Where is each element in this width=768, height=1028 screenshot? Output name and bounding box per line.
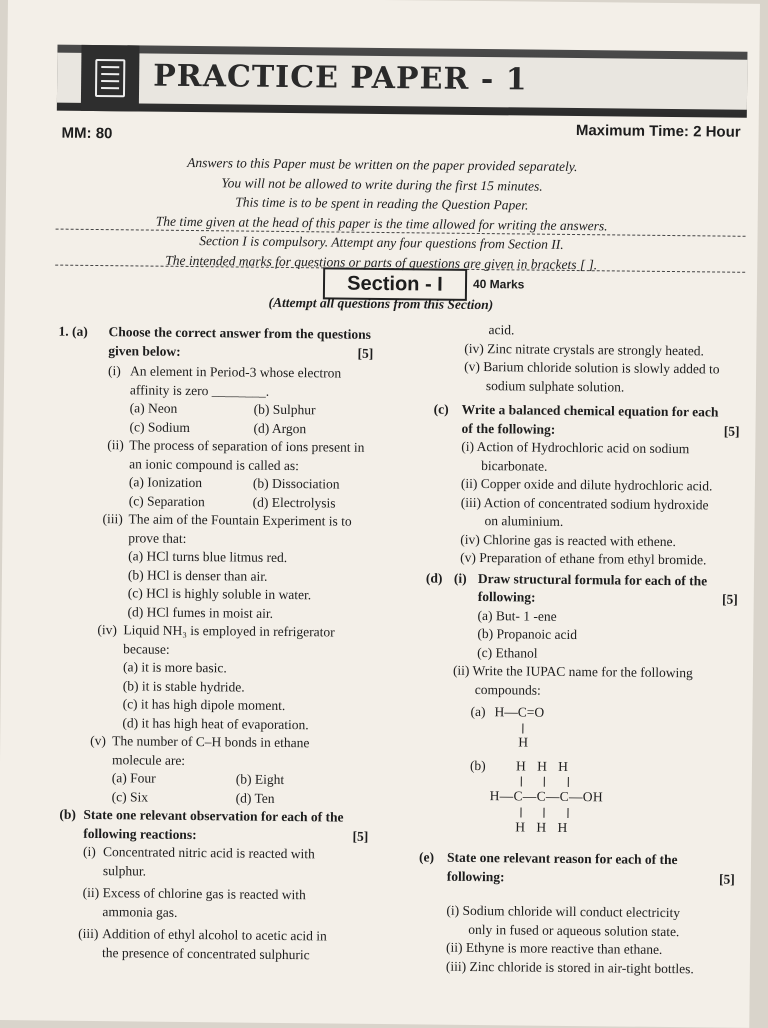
question-number: (d) (425, 569, 443, 586)
sub-text: affinity is zero ________. (129, 381, 270, 399)
option: (c) Six (111, 788, 149, 805)
option: (b) Eight (235, 771, 285, 787)
option: (a) Four (111, 770, 156, 786)
continued-text: acid. (488, 322, 515, 338)
sub-question-cont: ammonia gas. (102, 903, 178, 920)
formula-line: H H H (515, 758, 569, 774)
bond-line (567, 808, 568, 818)
marks-label: [5] (718, 871, 735, 887)
option: (d) it has high heat of evaporation. (122, 714, 309, 732)
option: (a) it is more basic. (122, 659, 227, 676)
sub-question: (b) Propanoic acid (477, 626, 578, 643)
marks-label: [5] (352, 828, 369, 844)
formula-label: (b) (469, 757, 486, 774)
question-text: given below: (108, 342, 181, 359)
sub-question: (i) Action of Hydrochloric acid on sodium (461, 438, 690, 457)
sub-text: Liquid NH₃ is employed in refrigerator (123, 622, 335, 640)
sub-label: (i) (453, 570, 467, 586)
sub-text: The process of separation of ions present in (129, 437, 365, 455)
question-text: Draw structural formula for each of the (477, 570, 708, 588)
sub-question: (iii) Action of concentrated sodium hydroxide (460, 494, 709, 512)
instruction-line: Section I is compulsory. Attempt any four questions from Section II. (199, 233, 564, 252)
question-1e-cont (419, 867, 735, 889)
option: (d) HCl fumes in moist air. (127, 603, 274, 621)
sub-question: (iv) Chlorine gas is reacted with ethene. (460, 531, 676, 549)
question-number: (c) (433, 401, 449, 417)
sub-question-cont: compounds: (474, 681, 541, 698)
sub-question: (ii) Ethyne is more reactive than ethane. (446, 939, 663, 957)
formula-line: H—C—C—C—OH (489, 788, 604, 805)
sub-question: (iii) Zinc chloride is stored in air-tight bottles. (445, 958, 694, 976)
sub-label: (ii) (82, 884, 100, 901)
section-heading: Section - I (323, 267, 467, 301)
formula-line: H (518, 734, 529, 750)
section-marks: 40 Marks (472, 276, 525, 292)
sub-question-cont: sulphur. (102, 862, 147, 879)
sub-question: (v) Barium chloride solution is slowly added to (464, 358, 720, 377)
option: (a) HCl turns blue litmus red. (128, 548, 288, 566)
question-text: State one relevant observation for each of the (83, 806, 344, 825)
option: (b) HCl is denser than air. (127, 566, 268, 584)
question-number: (e) (418, 849, 435, 865)
sub-label: (iii) (102, 511, 123, 527)
instruction-line: You will not be allowed to write during the first 15 minutes. (221, 174, 543, 194)
sub-question-cont: the presence of concentrated sulphuric (101, 944, 310, 962)
marks-label: [5] (357, 345, 374, 361)
sub-label: (v) (90, 732, 107, 749)
bond-line (522, 723, 523, 733)
option: (a) Ionization (128, 474, 203, 491)
structural-formula-b (419, 756, 736, 843)
question-text: following: (446, 868, 505, 884)
question-text: following: (477, 589, 536, 605)
question-number: (b) (59, 806, 77, 822)
sub-question: (a) But- 1 -ene (477, 607, 557, 624)
option: (d) Argon (253, 420, 307, 436)
instructions (5, 151, 758, 276)
bond-line (520, 807, 521, 817)
option: (b) Sulphur (253, 401, 316, 418)
structural-formula-a (420, 702, 736, 753)
marks-label: [5] (721, 591, 738, 607)
sub-label: (i) (82, 843, 96, 860)
sub-question-cont: bicarbonate. (481, 457, 548, 474)
question-text: of the following: (461, 420, 556, 437)
sub-text: an ionic compound is called as: (129, 455, 300, 473)
bond-line (543, 808, 544, 818)
sub-label: (i) (108, 363, 121, 379)
instruction-line: The intended marks for questions or parts of questions are given in brackets [ ]. (165, 252, 598, 272)
instruction-line: Answers to this Paper must be written on the paper provided separately. (187, 154, 578, 175)
option: (d) Electrolysis (252, 494, 336, 511)
option: (b) Dissociation (252, 475, 340, 492)
option: (c) Sodium (129, 418, 190, 435)
sub-question: (v) Preparation of ethane from ethyl bromide. (460, 549, 707, 568)
section-instruction: (Attempt all questions from this Section) (268, 294, 494, 313)
bond-line (521, 776, 522, 786)
sub-text: The aim of the Fountain Experiment is to (128, 511, 352, 529)
sub-question-cont: sodium sulphate solution. (485, 377, 625, 395)
sub-label: (iv) (97, 622, 117, 638)
question-text: Choose the correct answer from the questions (108, 324, 372, 342)
page-title: PRACTICE PAPER - 1 (153, 58, 528, 98)
sub-label: (iii) (78, 925, 99, 942)
question-text: Write a balanced chemical equation for each (461, 401, 719, 420)
marks-label: [5] (723, 423, 740, 439)
question-1a-cont (58, 341, 373, 363)
option: (c) HCl is highly soluble in water. (127, 585, 312, 603)
option: (a) Neon (129, 400, 178, 416)
max-time: Maximum Time: 2 Hour (575, 122, 741, 141)
document-icon (81, 45, 140, 112)
bond-line (568, 777, 569, 787)
formula-label: (a) (470, 703, 486, 720)
sub-question-cont: on aluminium. (484, 513, 564, 529)
option: (c) Separation (128, 492, 205, 509)
bond-line (544, 777, 545, 787)
question-text: State one relevant reason for each of the (446, 849, 678, 868)
sub-text: Concentrated nitric acid is reacted with (102, 844, 315, 862)
question-number: 1. (a) (58, 323, 88, 339)
sub-text: An element in Period-3 whose electron (130, 363, 342, 381)
sub-label: (ii) (107, 437, 124, 453)
sub-text: Excess of chlorine gas is reacted with (102, 885, 306, 903)
sub-question: (iv) Zinc nitrate crystals are strongly heated. (464, 340, 704, 358)
formula-line: H—C=O (494, 704, 545, 720)
instruction-line: This time is to be spent in reading the Question Paper. (235, 194, 529, 213)
instruction-line: The time given at the head of this paper is the time allowed for writing the answers. (155, 213, 608, 233)
sub-question: (ii) Copper oxide and dilute hydrochloric acid. (460, 475, 713, 494)
sub-text: prove that: (128, 529, 187, 546)
max-marks: MM: 80 (61, 124, 113, 143)
option: (d) Ten (235, 789, 275, 806)
sub-text: The number of C–H bonds in ethane (112, 733, 310, 751)
question-text: following reactions: (83, 825, 197, 842)
option: (c) it has high dipole moment. (122, 696, 286, 714)
title-banner (57, 45, 748, 118)
sub-text: Addition of ethyl alcohol to acetic acid in (102, 926, 327, 944)
sub-text: molecule are: (111, 751, 186, 768)
right-column (418, 320, 741, 978)
sub-question-cont: only in fused or aqueous solution state. (468, 921, 680, 939)
sub-text: because: (123, 640, 170, 657)
option: (b) it is stable hydride. (122, 677, 245, 695)
sub-question: (ii) Write the IUPAC name for the following (452, 662, 693, 681)
sub-question: (i) Sodium chloride will conduct electricity (446, 902, 681, 921)
left-column (52, 323, 374, 965)
formula-line: H H H (515, 819, 568, 835)
sub-question: (c) Ethanol (477, 644, 538, 661)
